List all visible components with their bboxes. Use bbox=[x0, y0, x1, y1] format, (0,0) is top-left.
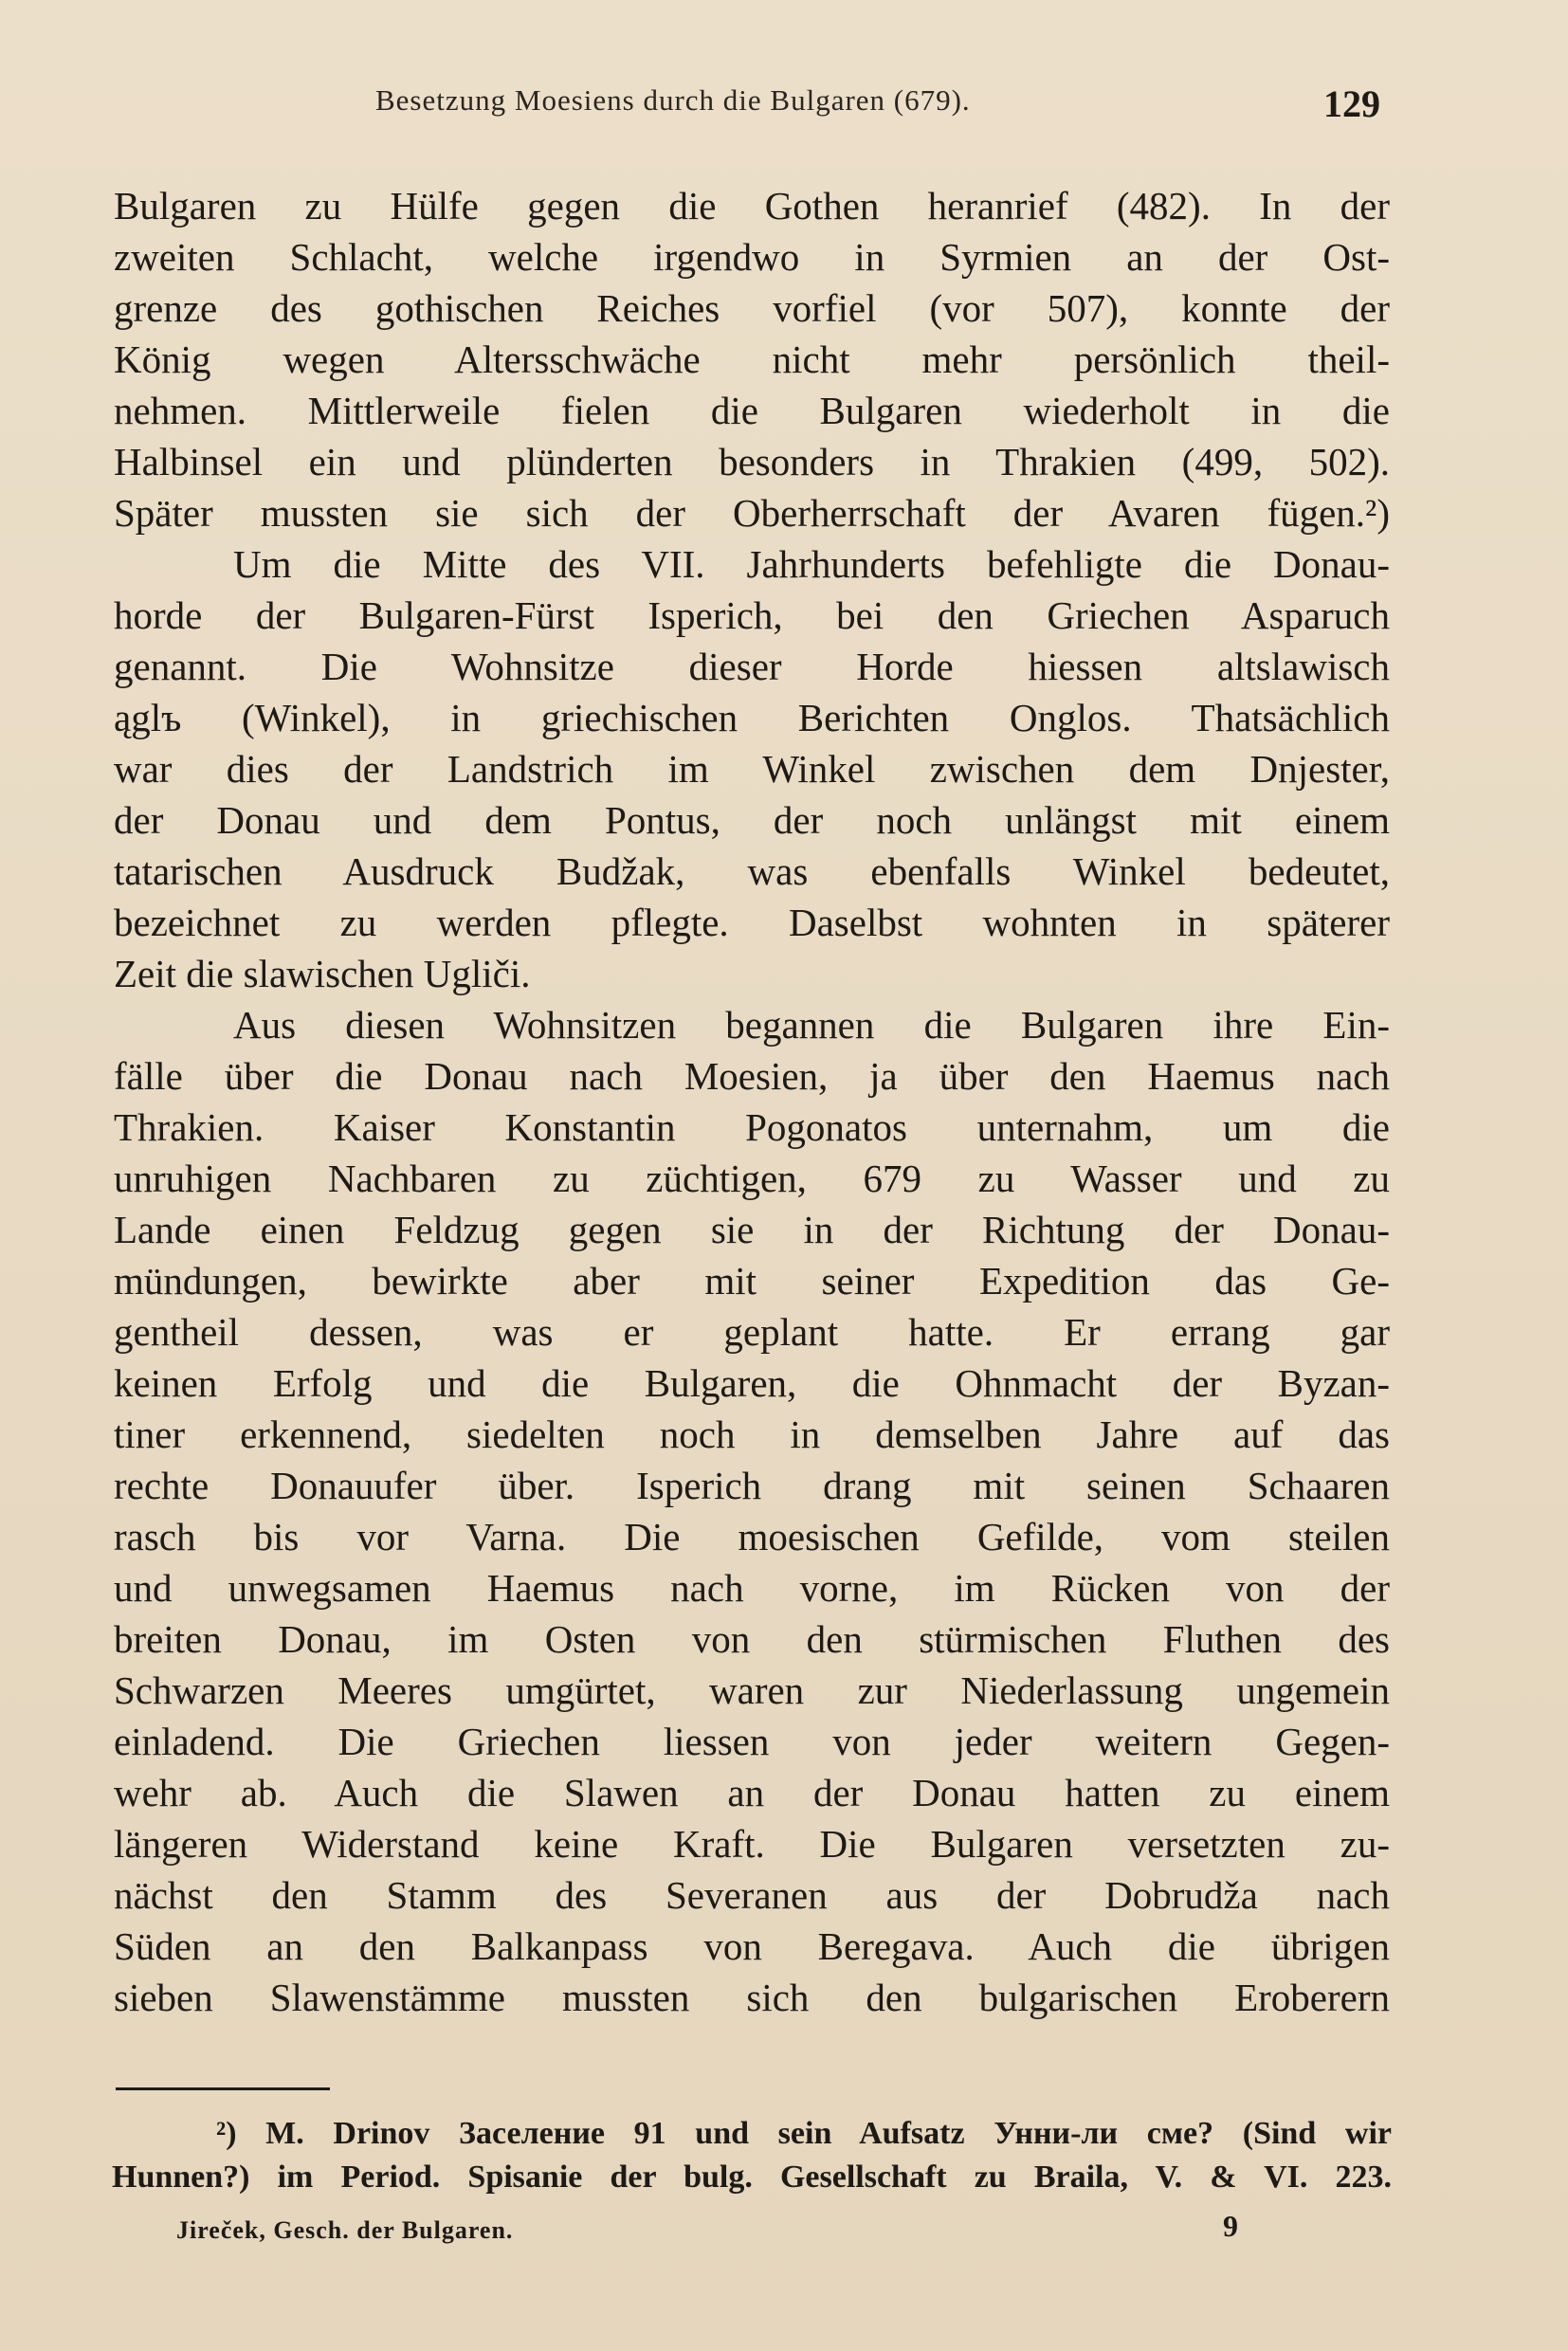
text-line: bezeichnet zu werden pflegte. Daselbst wohnten in späterer bbox=[114, 901, 1390, 944]
text-line: längeren Widerstand keine Kraft. Die Bulgaren versetzten zu- bbox=[114, 1822, 1390, 1866]
text-line: rechte Donauufer über. Isperich drang mit seinen Schaaren bbox=[114, 1464, 1390, 1507]
text-line: Bulgaren zu Hülfe gegen die Gothen heranrief (482). In der bbox=[114, 184, 1390, 228]
text-line: ąglъ (Winkel), in griechischen Berichten Onglos. Thatsächlich bbox=[114, 696, 1390, 739]
text-line: fälle über die Donau nach Moesien, ja über den Haemus nach bbox=[114, 1054, 1390, 1098]
text-line: grenze des gothischen Reiches vorfiel (vor 507), konnte der bbox=[114, 286, 1390, 330]
text-line: unruhigen Nachbaren zu züchtigen, 679 zu Wasser und zu bbox=[114, 1157, 1390, 1200]
footnote-line: Hunnen?) im Period. Spisanie der bulg. Gesellschaft zu Braila, V. & VI. 223. bbox=[112, 2160, 1392, 2195]
signature-number: 9 bbox=[1223, 2209, 1238, 2243]
text-line: Schwarzen Meeres umgürtet, waren zur Niederlassung ungemein bbox=[114, 1668, 1390, 1712]
body-text bbox=[114, 180, 1390, 2023]
running-title: Besetzung Moesiens durch die Bulgaren (679). bbox=[375, 83, 971, 117]
text-line: Aus diesen Wohnsitzen begannen die Bulgaren ihre Ein- bbox=[233, 1003, 1390, 1047]
text-line: Süden an den Balkanpass von Beregava. Auch die übrigen bbox=[114, 1924, 1390, 1968]
text-line: Zeit die slawischen Ugliči. bbox=[114, 952, 531, 995]
text-line: breiten Donau, im Osten von den stürmischen Fluthen des bbox=[114, 1617, 1390, 1661]
page-number: 129 bbox=[1323, 82, 1380, 125]
text-line: nehmen. Mittlerweile fielen die Bulgaren wiederholt in die bbox=[114, 389, 1390, 432]
text-line: nächst den Stamm des Severanen aus der Dobrudža nach bbox=[114, 1873, 1390, 1917]
text-line: genannt. Die Wohnsitze dieser Horde hiessen altslawisch bbox=[114, 645, 1390, 688]
text-line: König wegen Altersschwäche nicht mehr persönlich theil- bbox=[114, 337, 1390, 381]
text-line: Thrakien. Kaiser Konstantin Pogonatos unternahm, um die bbox=[114, 1105, 1390, 1149]
text-line: gentheil dessen, was er geplant hatte. Er errang gar bbox=[114, 1310, 1390, 1354]
footnote-line: ²) M. Drinov Заселение 91 und sein Aufsatz Унни-ли сме? (Sind wir bbox=[216, 2116, 1392, 2151]
text-line: Um die Mitte des VII. Jahrhunderts befehligte die Donau- bbox=[233, 542, 1390, 586]
text-line: rasch bis vor Varna. Die moesischen Gefilde, vom steilen bbox=[114, 1515, 1390, 1558]
footnotes bbox=[112, 2112, 1392, 2199]
text-line: war dies der Landstrich im Winkel zwischen dem Dnjester, bbox=[114, 747, 1390, 791]
text-line: horde der Bulgaren-Fürst Isperich, bei den Griechen Asparuch bbox=[114, 593, 1390, 637]
text-line: keinen Erfolg und die Bulgaren, die Ohnmacht der Byzan- bbox=[114, 1361, 1390, 1405]
text-line: Lande einen Feldzug gegen sie in der Richtung der Donau- bbox=[114, 1208, 1390, 1251]
text-line: zweiten Schlacht, welche irgendwo in Syrmien an der Ost- bbox=[114, 235, 1390, 279]
text-line: einladend. Die Griechen liessen von jeder weitern Gegen- bbox=[114, 1720, 1390, 1763]
text-line: und unwegsamen Haemus nach vorne, im Rücken von der bbox=[114, 1566, 1390, 1610]
text-line: wehr ab. Auch die Slawen an der Donau hatten zu einem bbox=[114, 1771, 1390, 1814]
text-line: tatarischen Ausdruck Budžak, was ebenfalls Winkel bedeutet, bbox=[114, 849, 1390, 893]
footnote-divider bbox=[116, 2087, 330, 2090]
printer-signature: Jireček, Gesch. der Bulgaren. bbox=[176, 2216, 514, 2244]
text-line: Halbinsel ein und plünderten besonders in Thrakien (499, 502). bbox=[114, 440, 1390, 483]
text-line: Später mussten sie sich der Oberherrschaft der Avaren fügen.²) bbox=[114, 491, 1390, 535]
text-line: tiner erkennend, siedelten noch in demselben Jahre auf das bbox=[114, 1412, 1390, 1456]
text-line: der Donau und dem Pontus, der noch unlängst mit einem bbox=[114, 798, 1390, 842]
text-line: mündungen, bewirkte aber mit seiner Expedition das Ge- bbox=[114, 1259, 1390, 1303]
text-line: sieben Slawenstämme mussten sich den bulgarischen Eroberern bbox=[114, 1976, 1390, 2019]
